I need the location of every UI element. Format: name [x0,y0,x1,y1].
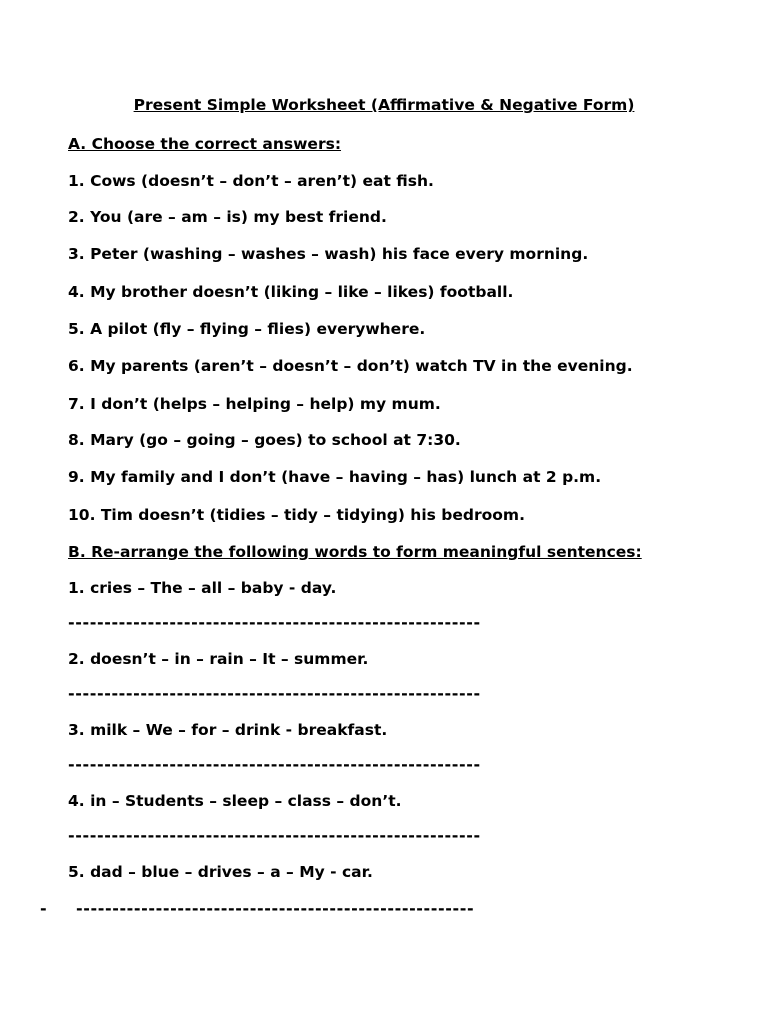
question-a-7: 7. I don’t (helps – helping – help) my mum. [68,395,441,413]
question-a-1: 1. Cows (doesn’t – don’t – aren’t) eat fish. [68,172,434,190]
worksheet-title: Present Simple Worksheet (Affirmative & Negative Form) [133,96,635,114]
question-b-1: 1. cries – The – all – baby - day. [68,579,337,597]
question-b-3: 3. milk – We – for – drink - breakfast. [68,721,388,739]
question-b-4: 4. in – Students – sleep – class – don’t. [68,792,402,810]
question-a-8: 8. Mary (go – going – goes) to school at 7:30. [68,431,461,449]
answer-line-3[interactable]: --------------------------------------------------------- [68,755,481,774]
question-a-10: 10. Tim doesn’t (tidies – tidy – tidying) his bedroom. [68,506,525,524]
question-a-6: 6. My parents (aren’t – doesn’t – don’t) watch TV in the evening. [68,357,633,375]
question-b-2: 2. doesn’t – in – rain – It – summer. [68,650,369,668]
answer-line-4[interactable]: --------------------------------------------------------- [68,826,481,845]
answer-line-5[interactable]: ------------------------------------------------------- [76,899,475,918]
section-a-heading: A. Choose the correct answers: [68,135,342,153]
question-a-4: 4. My brother doesn’t (liking – like – likes) football. [68,283,514,301]
question-b-5: 5. dad – blue – drives – a – My - car. [68,863,373,881]
answer-line-2[interactable]: --------------------------------------------------------- [68,684,481,703]
question-a-3: 3. Peter (washing – washes – wash) his face every morning. [68,245,589,263]
question-a-5: 5. A pilot (fly – flying – flies) everywhere. [68,320,426,338]
question-a-2: 2. You (are – am – is) my best friend. [68,208,387,226]
answer-line-1[interactable]: --------------------------------------------------------- [68,613,481,632]
section-b-heading: B. Re-arrange the following words to form meaningful sentences: [68,543,642,561]
final-bullet-dash: - [40,899,47,918]
question-a-9: 9. My family and I don’t (have – having – has) lunch at 2 p.m. [68,468,602,486]
